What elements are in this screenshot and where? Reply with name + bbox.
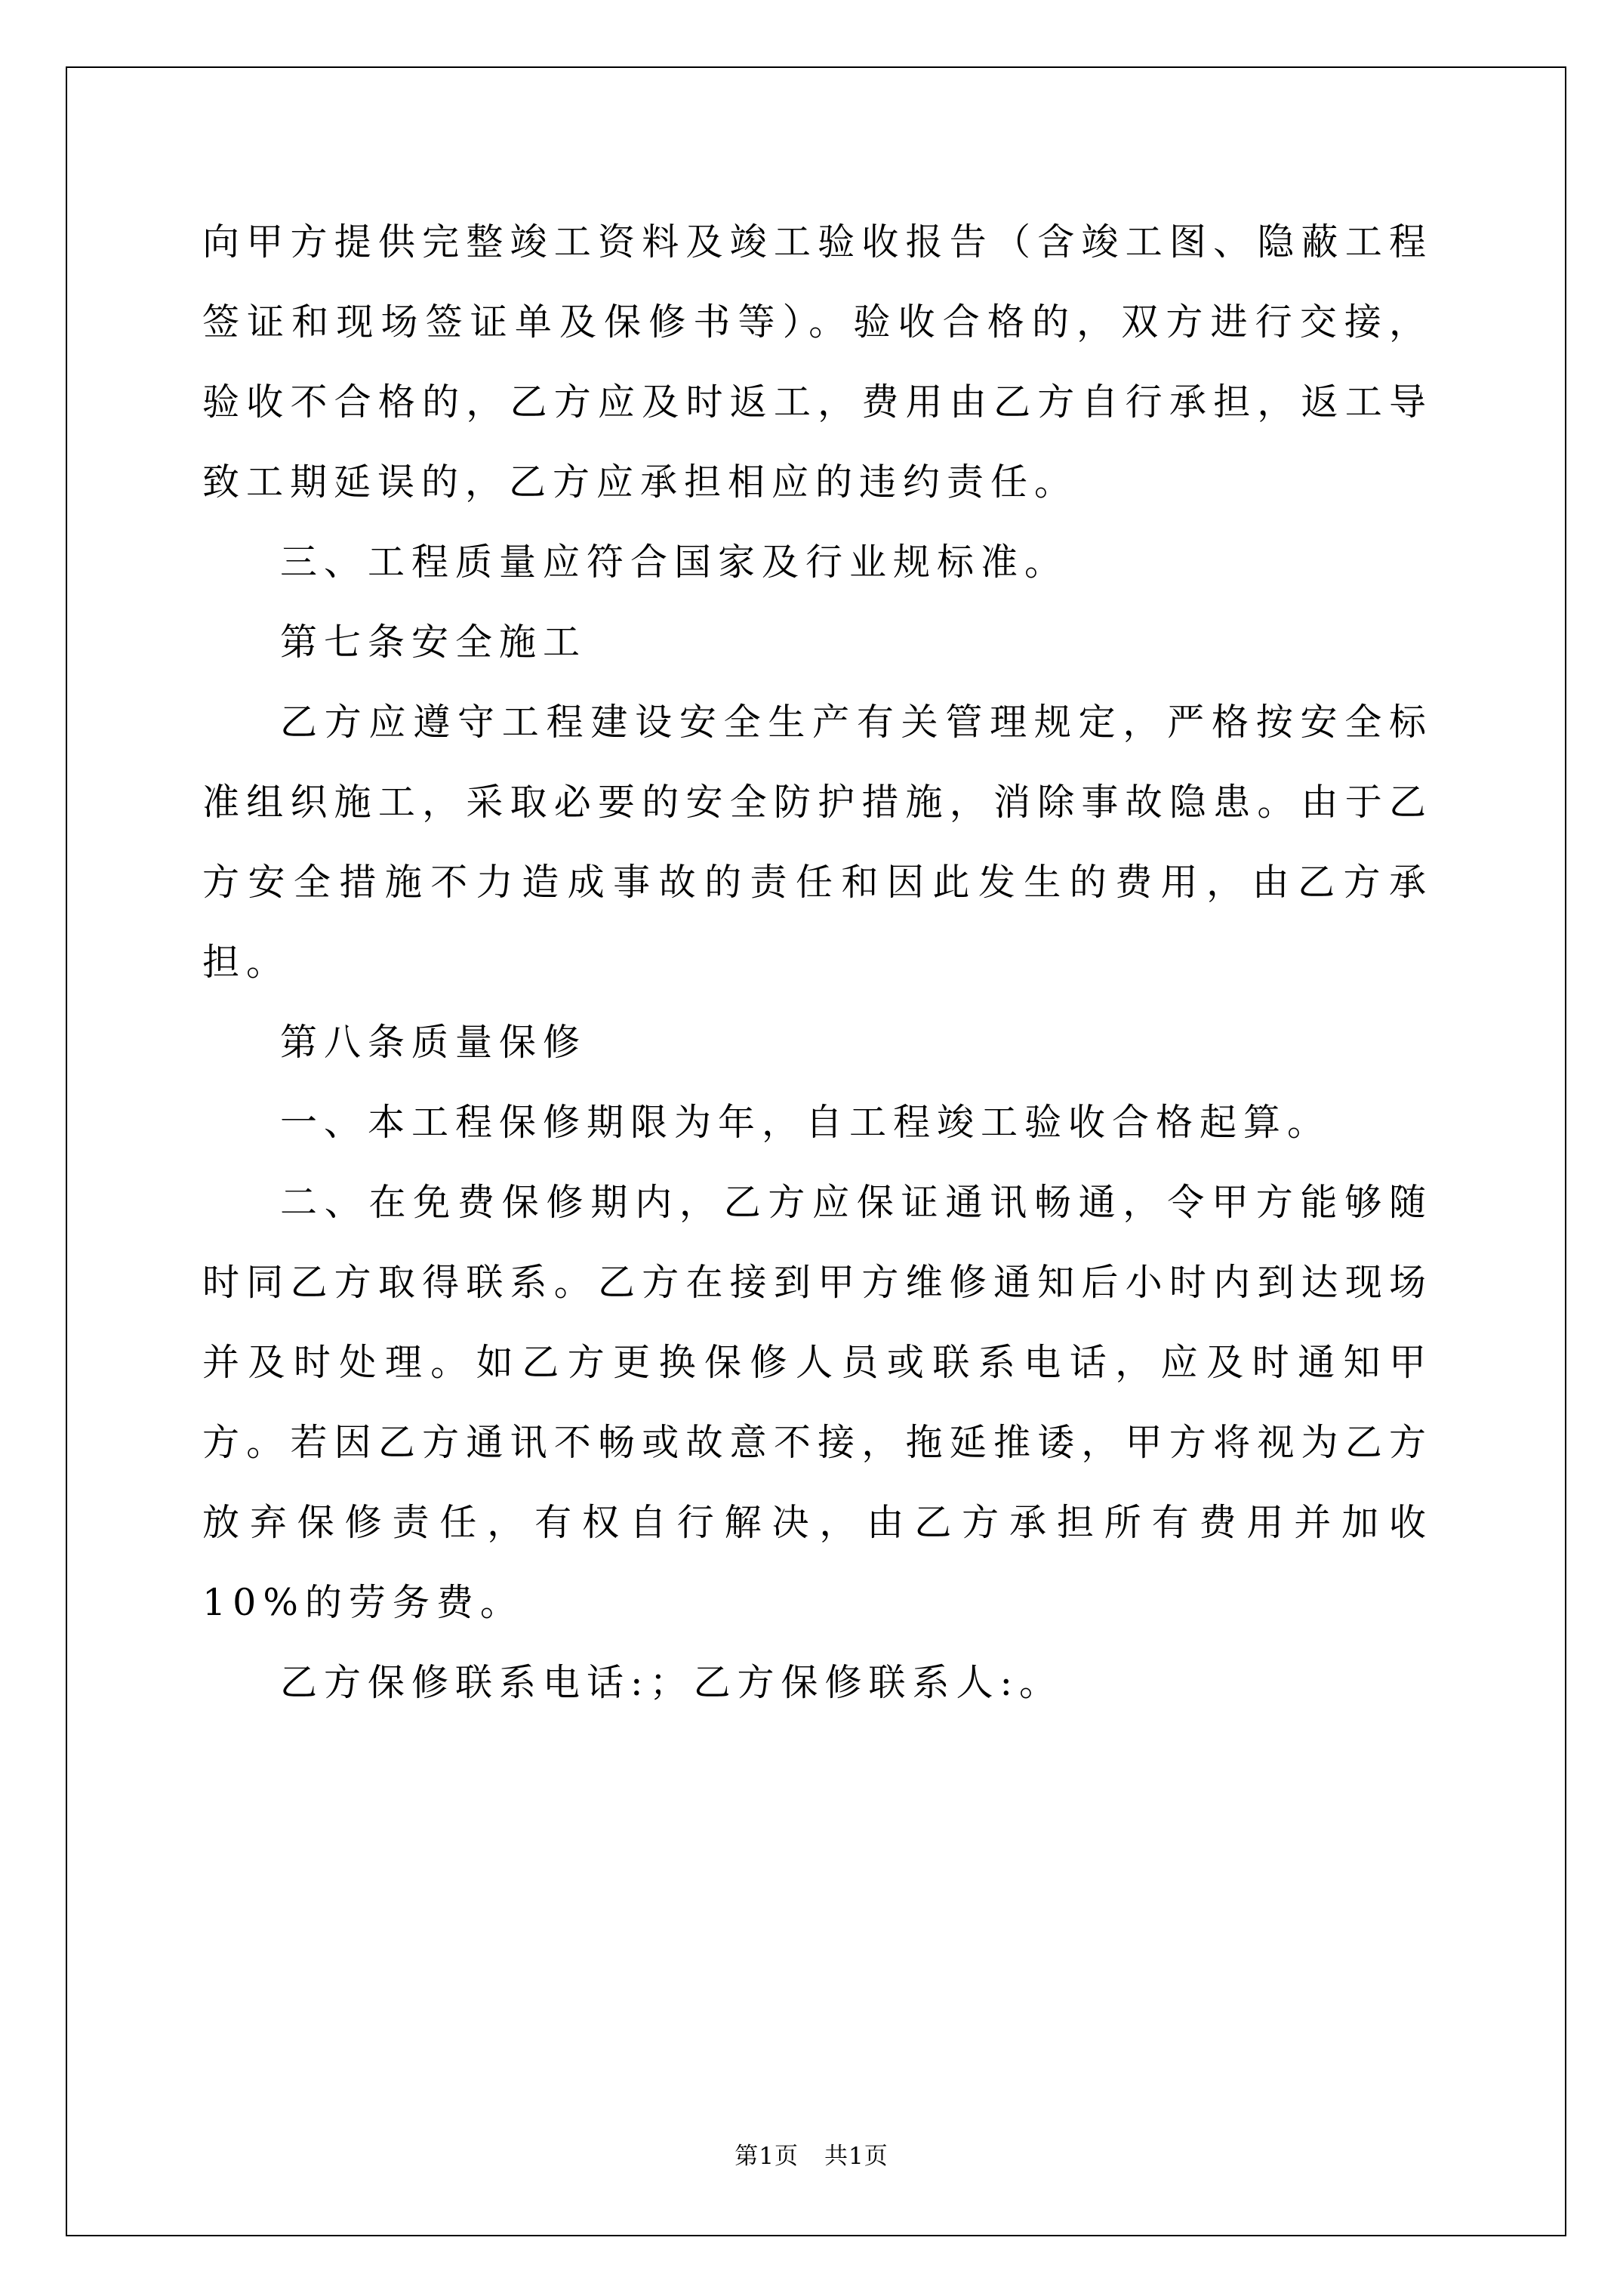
page-number-current: 第1页 (735, 2143, 799, 2170)
page-footer (0, 2141, 1623, 2171)
paragraph-contact-info: 乙方保修联系电话:；乙方保修联系人:。 (280, 1661, 1064, 1704)
paragraph-safety: 乙方应遵守工程建设安全生产有关管理规定，严格按安全标准组织施工，采取必要的安全防护措施，消除事故隐患。由于乙方安全措施不力造成事故的责任和因此发生的费用，由乙方承担。 (202, 701, 1433, 984)
page-number-total: 共1页 (824, 2143, 888, 2170)
paragraph-warranty-period: 一、本工程保修期限为年，自工程竣工验收合格起算。 (280, 1101, 1332, 1144)
paragraph-acceptance: 向甲方提供完整竣工资料及竣工验收报告（含竣工图、隐蔽工程签证和现场签证单及保修书等）。验收合格的，双方进行交接，验收不合格的，乙方应及时返工，费用由乙方自行承担，返工导致工期延误的，乙方应承担相应的违约责任。 (202, 220, 1433, 504)
article-heading-safety: 第七条安全施工 (280, 621, 587, 664)
paragraph-warranty-contact: 二、在免费保修期内，乙方应保证通讯畅通，令甲方能够随时同乙方取得联系。乙方在接到甲方维修通知后小时内到达现场并及时处理。如乙方更换保修人员或联系电话，应及时通知甲方。若因乙方通讯不畅或故意不接，拖延推诿，甲方将视为乙方放弃保修责任，有权自行解决，由乙方承担所有费用并加收10%的劳务费。 (202, 1181, 1433, 1624)
paragraph-quality-standard: 三、工程质量应符合国家及行业规标准。 (280, 541, 1069, 584)
document-body (202, 202, 1433, 1723)
article-heading-warranty: 第八条质量保修 (280, 1021, 587, 1064)
